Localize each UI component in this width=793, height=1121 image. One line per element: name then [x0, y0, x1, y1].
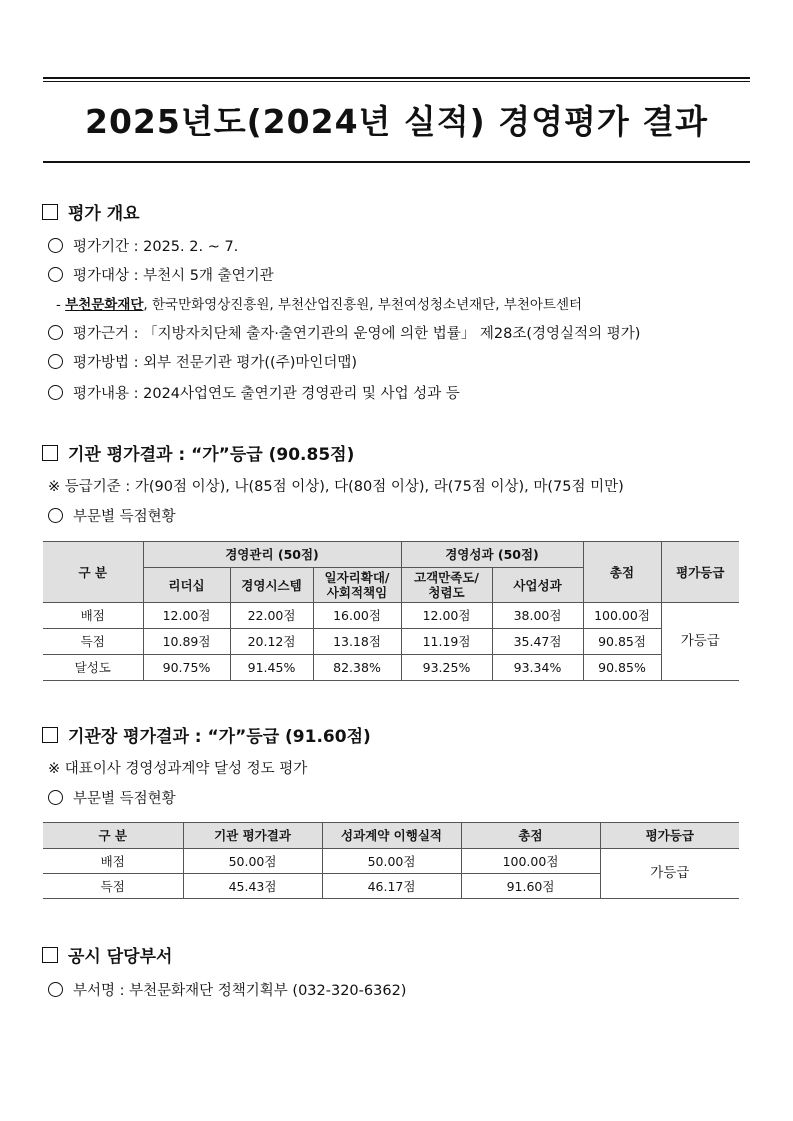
overview-item: [48, 323, 640, 345]
circle-bullet-icon: [48, 354, 63, 369]
section-contact-title: 공시 담당부서: [68, 947, 173, 967]
org-header-mgmt: 경영관리 (50점): [143, 542, 401, 568]
cell: 22.00점: [230, 603, 313, 629]
cell: 93.25%: [401, 655, 492, 681]
cell: 82.38%: [313, 655, 401, 681]
org-subheader-business: 사업성과: [492, 568, 583, 603]
row-label: 배점: [43, 603, 143, 629]
circle-bullet-icon: [48, 325, 63, 340]
org-subheader-satisfaction: [401, 568, 492, 603]
cell: 13.18점: [313, 629, 401, 655]
ceo-note: ※ 대표이사 경영성과계약 달성 정도 평가: [48, 761, 308, 777]
section-contact-heading: [42, 945, 172, 969]
row-label: 배점: [43, 849, 183, 874]
row-label: 득점: [43, 874, 183, 899]
overview-item: [48, 352, 357, 374]
section-ceo-title: 기관장 평가결과 : “가”등급 (91.60점): [68, 727, 371, 747]
cell: 90.85점: [583, 629, 661, 655]
contact-department: 부서명 : 부천문화재단 정책기획부 (032-320-6362): [73, 983, 407, 999]
square-bullet-icon: [42, 445, 58, 461]
page-title: 2025년도(2024년 실적) 경영평가 결과: [85, 102, 708, 141]
ceo-header-grade: 평가등급: [600, 823, 739, 849]
title-top-rule-2: [43, 81, 750, 82]
overview-item: [48, 236, 238, 258]
circle-bullet-icon: [48, 508, 63, 523]
overview-basis: 평가근거 : 「지방자치단체 출자·출연기관의 운영에 의한 법률」 제28조(경영실적의 평가): [73, 326, 641, 342]
cell: 38.00점: [492, 603, 583, 629]
cell: 50.00점: [183, 849, 322, 874]
org-subheader-jobs-text: 일자리확대/ 사회적책임: [324, 570, 390, 600]
section-org-heading: [42, 443, 354, 467]
circle-bullet-icon: [48, 238, 63, 253]
org-header-grade: 평가등급: [661, 542, 739, 603]
overview-content: 평가내용 : 2024사업연도 출연기관 경영관리 및 사업 성과 등: [73, 386, 460, 402]
org-subheader-system: 경영시스템: [230, 568, 313, 603]
ceo-grade-cell: 가등급: [600, 849, 739, 899]
org-header-div: 구 분: [43, 542, 143, 603]
cell: 46.17점: [322, 874, 461, 899]
ceo-header-div: 구 분: [43, 823, 183, 849]
org-grade-criteria: ※ 등급기준 : 가(90점 이상), 나(85점 이상), 다(80점 이상), 라(75점 이상), 마(75점 미만): [48, 479, 624, 495]
circle-bullet-icon: [48, 982, 63, 997]
table-row: [43, 603, 739, 629]
cell: 45.43점: [183, 874, 322, 899]
ceo-score-table: [43, 822, 739, 899]
circle-bullet-icon: [48, 267, 63, 282]
cell: 50.00점: [322, 849, 461, 874]
square-bullet-icon: [42, 204, 58, 220]
org-sub-heading: [48, 506, 176, 528]
ceo-header-org: 기관 평가결과: [183, 823, 322, 849]
cell: 90.85%: [583, 655, 661, 681]
square-bullet-icon: [42, 727, 58, 743]
overview-target-list: - 부천문화재단, 한국만화영상진흥원, 부천산업진흥원, 부천여성청소년재단, 부천아트센터: [56, 297, 583, 313]
table-row: [43, 655, 739, 681]
cell: 12.00점: [401, 603, 492, 629]
section-overview-heading: [42, 202, 140, 226]
org-score-table: [43, 541, 739, 681]
cell: 100.00점: [461, 849, 600, 874]
cell: 11.19점: [401, 629, 492, 655]
cell: 90.75%: [143, 655, 230, 681]
cell: 10.89점: [143, 629, 230, 655]
cell: 91.60점: [461, 874, 600, 899]
cell: 20.12점: [230, 629, 313, 655]
table-row: [43, 629, 739, 655]
row-label: 달성도: [43, 655, 143, 681]
org-sub-label: 부문별 득점현황: [73, 509, 176, 525]
cell: 12.00점: [143, 603, 230, 629]
ceo-sub-label: 부문별 득점현황: [73, 791, 176, 807]
ceo-sub-heading: [48, 788, 176, 810]
title-bottom-rule: [43, 161, 750, 163]
overview-target: 평가대상 : 부천시 5개 출연기관: [73, 268, 274, 284]
circle-bullet-icon: [48, 790, 63, 805]
row-label: 득점: [43, 629, 143, 655]
org-header-perf: 경영성과 (50점): [401, 542, 583, 568]
overview-item: [48, 383, 460, 405]
overview-item: [48, 265, 274, 287]
ceo-header-total: 총점: [461, 823, 600, 849]
cell: 35.47점: [492, 629, 583, 655]
ceo-header-contract: 성과계약 이행실적: [322, 823, 461, 849]
circle-bullet-icon: [48, 385, 63, 400]
target-others: , 한국만화영상진흥원, 부천산업진흥원, 부천여성청소년재단, 부천아트센터: [143, 297, 583, 313]
org-subheader-satisfaction-text: 고객만족도/ 청렴도: [414, 570, 479, 600]
contact-item: [48, 980, 406, 1002]
org-subheader-leadership: 리더십: [143, 568, 230, 603]
section-ceo-heading: [42, 725, 371, 749]
cell: 93.34%: [492, 655, 583, 681]
overview-period: 평가기간 : 2025. 2. ~ 7.: [73, 239, 239, 255]
cell: 16.00점: [313, 603, 401, 629]
target-bucheon-cultural-foundation: 부천문화재단: [65, 297, 144, 313]
org-grade-cell: 가등급: [661, 603, 739, 681]
section-org-title: 기관 평가결과 : “가”등급 (90.85점): [68, 445, 355, 465]
section-overview-title: 평가 개요: [68, 204, 140, 224]
square-bullet-icon: [42, 947, 58, 963]
title-top-rule-1: [43, 77, 750, 79]
cell: 100.00점: [583, 603, 661, 629]
overview-method: 평가방법 : 외부 전문기관 평가((주)마인더맵): [73, 355, 358, 371]
cell: 91.45%: [230, 655, 313, 681]
org-header-total: 총점: [583, 542, 661, 603]
table-row: [43, 849, 739, 874]
org-subheader-jobs: [313, 568, 401, 603]
